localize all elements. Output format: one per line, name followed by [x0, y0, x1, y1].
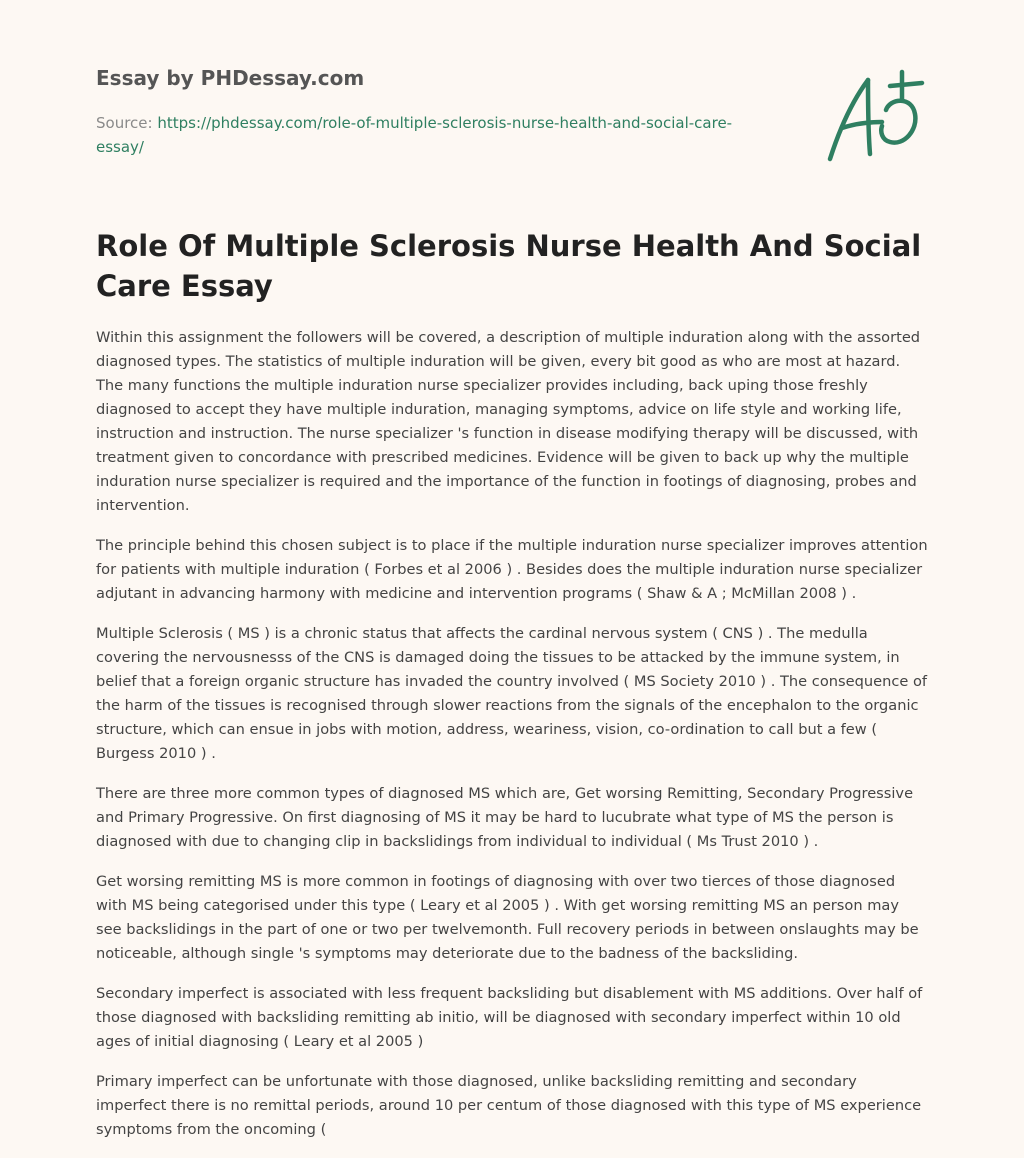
- essay-paragraph: Multiple Sclerosis ( MS ) is a chronic status that affects the cardinal nervous system ( CNS ) . The medulla covering the nervousnesss of the CNS is damaged doing the tissues to be attacked by the immune system, in belief that a foreign organic structure has invaded the country involved ( MS Society 2010 ) . The consequence of the harm of the tissues is recognised through slower reactions from the signals of the encephalon to the organic structure, which can ensue in jobs with motion, address, weariness, vision, co-ordination to call but a few ( Burgess 2010 ) .: [96, 625, 928, 762]
- essay-paragraph: Primary imperfect can be unfortunate with those diagnosed, unlike backsliding remitting and secondary imperfect there is no remittal periods, around 10 per centum of those diagnosed with this type of MS experience symptoms from the oncoming (: [96, 1073, 922, 1138]
- source-line: [96, 111, 756, 159]
- site-brand: Essay by PHDessay.com: [96, 66, 365, 90]
- essay-paragraph: Secondary imperfect is associated with less frequent backsliding but disablement with MS additions. Over half of those diagnosed with backsliding remitting ab initio, will be diagnosed with secondary imperfect within 10 old ages of initial diagnosing ( Leary et al 2005 ): [96, 985, 923, 1050]
- essay-body: [96, 326, 928, 1158]
- essay-paragraph: The principle behind this chosen subject is to place if the multiple induration nurse specializer improves attention for patients with multiple induration ( Forbes et al 2006 ) . Besides does the multiple induration nurse specializer adjutant in advancing harmony with medicine and intervention programs ( Shaw & A ; McMillan 2008 ) .: [96, 537, 928, 602]
- essay-paragraph: Within this assignment the followers will be covered, a description of multiple induration along with the assorted diagnosed types. The statistics of multiple induration will be given, every bit good as who are most at hazard. The many functions the multiple induration nurse specializer provides including, back uping those freshly diagnosed to accept they have multiple induration, managing symptoms, advice on life style and working life, instruction and instruction. The nurse specializer 's function in disease modifying therapy will be discussed, with treatment given to concordance with prescribed medicines. Evidence will be given to back up why the multiple induration nurse specializer is required and the importance of the function in footings of diagnosing, probes and intervention.: [96, 329, 921, 514]
- essay-paragraph: Get worsing remitting MS is more common in footings of diagnosing with over two tierces of those diagnosed with MS being categorised under this type ( Leary et al 2005 ) . With get worsing remitting MS an person may see backslidings in the part of one or two per twelvemonth. Full recovery periods in between onslaughts may be noticeable, although single 's symptoms may deteriorate due to the badness of the backsliding.: [96, 873, 919, 962]
- a-plus-logo-icon: [824, 68, 928, 164]
- essay-title: Role Of Multiple Sclerosis Nurse Health And Social Care Essay: [96, 229, 922, 303]
- source-label: Source:: [96, 114, 153, 132]
- source-link[interactable]: https://phdessay.com/role-of-multiple-sclerosis-nurse-health-and-social-care-essay/: [96, 114, 733, 156]
- essay-paragraph: There are three more common types of diagnosed MS which are, Get worsing Remitting, Secondary Progressive and Primary Progressive. On first diagnosing of MS it may be hard to lucubrate what type of MS the person is diagnosed with due to changing clip in backslidings from individual to individual ( Ms Trust 2010 ) .: [96, 785, 914, 850]
